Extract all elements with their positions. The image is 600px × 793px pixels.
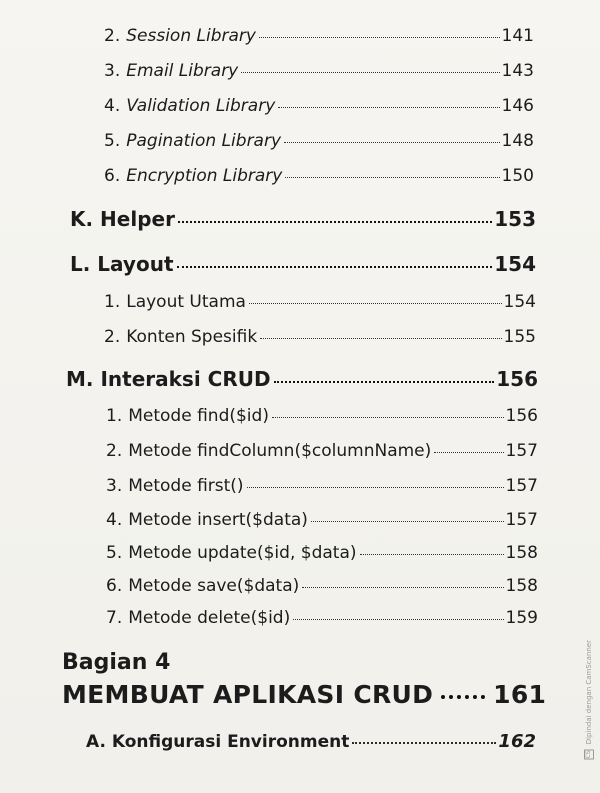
section-label: L. Layout xyxy=(70,252,174,276)
toc-entry-metode-findcolumn xyxy=(106,441,538,461)
dot-leader xyxy=(260,338,501,339)
part-title-entry xyxy=(62,680,547,709)
entry-page-number: 156 xyxy=(505,406,538,426)
section-page-number: 156 xyxy=(496,367,538,391)
toc-entry-encryption-library xyxy=(104,166,534,186)
entry-page-number: 157 xyxy=(505,476,538,496)
entry-label: Metode update($id, $data) xyxy=(128,543,357,563)
toc-entry-pagination-library xyxy=(104,131,534,151)
entry-label: Metode findColumn($columnName) xyxy=(128,441,432,461)
dot-leader xyxy=(311,521,504,522)
entry-label: Validation Library xyxy=(126,96,276,116)
section-label: A. Konfigurasi Environment xyxy=(86,732,350,752)
dot-leader xyxy=(285,177,499,178)
part-title: MEMBUAT APLIKASI CRUD xyxy=(62,680,434,709)
entry-label: Metode save($data) xyxy=(128,576,300,596)
section-label: K. Helper xyxy=(70,207,175,231)
entry-number: 3. xyxy=(106,476,123,496)
dot-leader xyxy=(178,221,492,223)
dot-leader xyxy=(360,554,504,555)
entry-page-number: 154 xyxy=(503,292,536,312)
toc-entry-metode-insert xyxy=(106,510,538,530)
camscanner-logo-icon: CS xyxy=(585,750,592,759)
toc-entry-metode-find xyxy=(106,406,538,426)
entry-number: 4. xyxy=(104,96,121,116)
toc-section-konfigurasi-environment xyxy=(86,731,536,752)
entry-number: 1. xyxy=(104,292,121,312)
section-page-number: 153 xyxy=(494,207,536,231)
entry-page-number: 146 xyxy=(501,96,534,116)
entry-label: Konten Spesifik xyxy=(126,327,258,347)
entry-number: 5. xyxy=(106,543,123,563)
entry-label: Metode first() xyxy=(128,476,244,496)
entry-number: 5. xyxy=(104,131,121,151)
entry-label: Session Library xyxy=(126,26,256,46)
entry-number: 7. xyxy=(106,608,123,628)
dot-leader xyxy=(177,266,493,268)
entry-page-number: 143 xyxy=(501,61,534,81)
entry-number: 2. xyxy=(104,26,121,46)
toc-section-interaksi-crud xyxy=(66,367,538,391)
entry-label: Metode insert($data) xyxy=(128,510,308,530)
entry-page-number: 150 xyxy=(501,166,534,186)
toc-entry-validation-library xyxy=(104,96,534,116)
dot-leader xyxy=(302,587,503,588)
entry-number: 4. xyxy=(106,510,123,530)
dot-leader xyxy=(247,487,504,488)
dot-leader xyxy=(272,417,504,418)
entry-number: 2. xyxy=(104,327,121,347)
entry-page-number: 141 xyxy=(501,26,534,46)
dot-leader xyxy=(441,695,485,699)
section-page-number: 154 xyxy=(494,252,536,276)
dot-leader xyxy=(249,303,502,304)
toc-entry-metode-update xyxy=(106,543,538,563)
dot-leader xyxy=(241,72,499,73)
scanner-watermark xyxy=(584,640,594,760)
toc-section-helper xyxy=(70,207,536,231)
entry-label: Pagination Library xyxy=(126,131,282,151)
entry-label: Email Library xyxy=(126,61,239,81)
dot-leader xyxy=(274,381,495,383)
entry-page-number: 158 xyxy=(505,543,538,563)
part-page-number: 161 xyxy=(493,680,547,709)
toc-entry-layout-utama xyxy=(104,292,536,312)
part-label: Bagian 4 xyxy=(62,650,171,675)
dot-leader xyxy=(284,142,500,143)
entry-number: 6. xyxy=(106,576,123,596)
entry-page-number: 157 xyxy=(505,510,538,530)
section-page-number: 162 xyxy=(498,731,536,752)
entry-page-number: 159 xyxy=(505,608,538,628)
entry-page-number: 157 xyxy=(505,441,538,461)
toc-entry-metode-delete xyxy=(106,608,538,628)
toc-entry-email-library xyxy=(104,61,534,81)
dot-leader xyxy=(434,452,503,453)
entry-number: 6. xyxy=(104,166,121,186)
entry-number: 2. xyxy=(106,441,123,461)
entry-label: Metode find($id) xyxy=(128,406,269,426)
entry-label: Layout Utama xyxy=(126,292,246,312)
toc-entry-metode-save xyxy=(106,576,538,596)
dot-leader xyxy=(293,619,503,620)
entry-number: 3. xyxy=(104,61,121,81)
toc-entry-session-library xyxy=(104,26,534,46)
toc-entry-konten-spesifik xyxy=(104,327,536,347)
dot-leader xyxy=(259,37,500,38)
entry-page-number: 155 xyxy=(503,327,536,347)
dot-leader xyxy=(352,742,496,744)
toc-section-layout xyxy=(70,252,536,276)
dot-leader xyxy=(278,107,499,108)
entry-label: Metode delete($id) xyxy=(128,608,291,628)
entry-page-number: 148 xyxy=(501,131,534,151)
entry-label: Encryption Library xyxy=(126,166,283,186)
scanner-watermark-text: Dipindai dengan CamScanner xyxy=(585,640,593,745)
entry-page-number: 158 xyxy=(505,576,538,596)
toc-entry-metode-first xyxy=(106,476,538,496)
entry-number: 1. xyxy=(106,406,123,426)
section-label: M. Interaksi CRUD xyxy=(66,367,271,391)
